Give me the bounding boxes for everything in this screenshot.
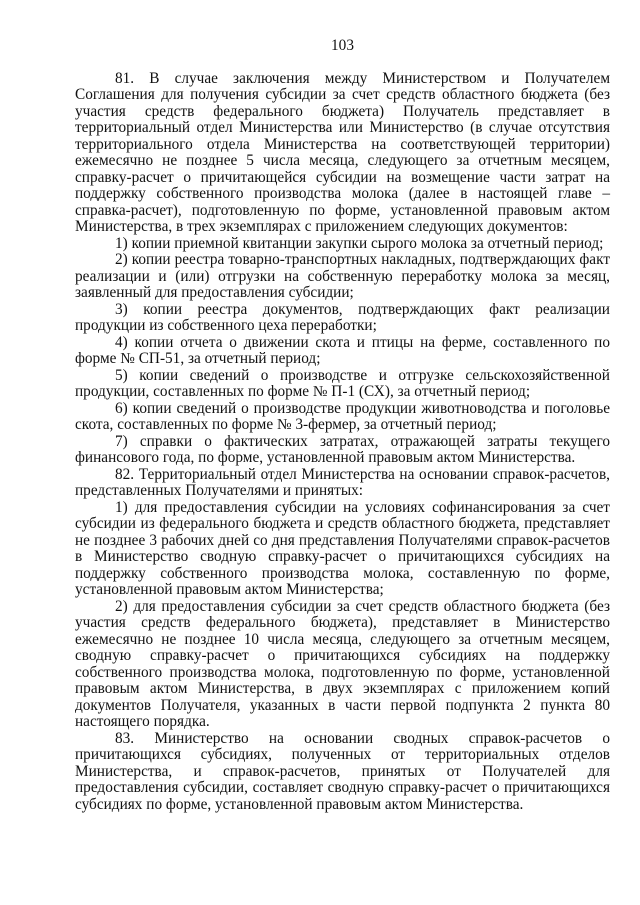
item-82-2: 2) для предоставления субсидии за счет средств областного бюджета (без участия средств федерального бюджета), представляет в Министерство ежемесячно не позднее 10 числа месяца, следующего за отчетным месяцем, сводную справку-расчет о причитающихся субсидиях на поддержку собственного производства молока, подготовленную по форме, установленной правовым актом Министерства, в двух экземплярах с приложением копий документов Получателя, указанных в части первой подпункта 2 пункта 80 настоящего порядка. (75, 597, 610, 730)
item-81-6: 6) копии сведений о производстве продукции животноводства и поголовье скота, составленных по форме № 3-фермер, за отчетный период; (75, 399, 610, 433)
page-number: 103 (331, 37, 354, 54)
item-82-1: 1) для предоставления субсидии на условиях софинансирования за счет субсидии из федерального бюджета и средств областного бюджета, представляет не позднее 3 рабочих дней со дня представления Получателями справок-расчетов в Министерство сводную справку-расчет о причитающихся субсидиях на поддержку собственного производства молока, составленную по форме, установленной правовым актом Министерства; (75, 498, 610, 598)
item-81-1: 1) копии приемной квитанции закупки сырого молока за отчетный период; (115, 234, 604, 252)
item-81-3: 3) копии реестра документов, подтверждающих факт реализации продукции из собственного цеха переработки; (75, 300, 610, 334)
item-81-2: 2) копии реестра товарно-транспортных накладных, подтверждающих факт реализации и (или) отгрузки на собственную переработку молока за месяц, заявленный для предоставления субсидии; (75, 251, 610, 301)
paragraph-83: 83. Министерство на основании сводных справок-расчетов о причитающихся субсидиях, полученных от территориальных отделов Министерства, и справок-расчетов, принятых от Получателей для предоставления субсидии, составляет сводную справку-расчет о причитающихся субсидиях по форме, установленной правовым актом Министерства. (75, 729, 610, 813)
document-page (75, 38, 610, 813)
paragraph-81: 81. В случае заключения между Министерством и Получателем Соглашения для получения субсидии за счет средств областного бюджета (без участия средств федерального бюджета) Получатель представляет в территориальный отдел Министерства или Министерство (в случае отсутствия территориального отдела Министерства на соответствующей территории) ежемесячно не позднее 5 числа месяца, следующего за отчетным месяцем, справку-расчет о причитающейся субсидии на возмещение части затрат на поддержку собственного производства молока (далее в настоящей главе – справка-расчет), подготовленную по форме, установленной правовым актом Министерства, в трех экземплярах с приложением следующих документов: (75, 69, 610, 235)
item-81-5: 5) копии сведений о производстве и отгрузке сельскохозяйственной продукции, составленных по форме № П-1 (СХ), за отчетный период; (75, 366, 610, 400)
paragraph-82: 82. Территориальный отдел Министерства на основании справок-расчетов, представленных Получателями и принятых: (75, 465, 610, 499)
item-81-7: 7) справки о фактических затратах, отражающей затраты текущего финансового года, по форме, установленной правовым актом Министерства. (75, 432, 610, 466)
item-81-4: 4) копии отчета о движении скота и птицы на ферме, составленного по форме № СП-51, за отчетный период; (75, 333, 610, 367)
